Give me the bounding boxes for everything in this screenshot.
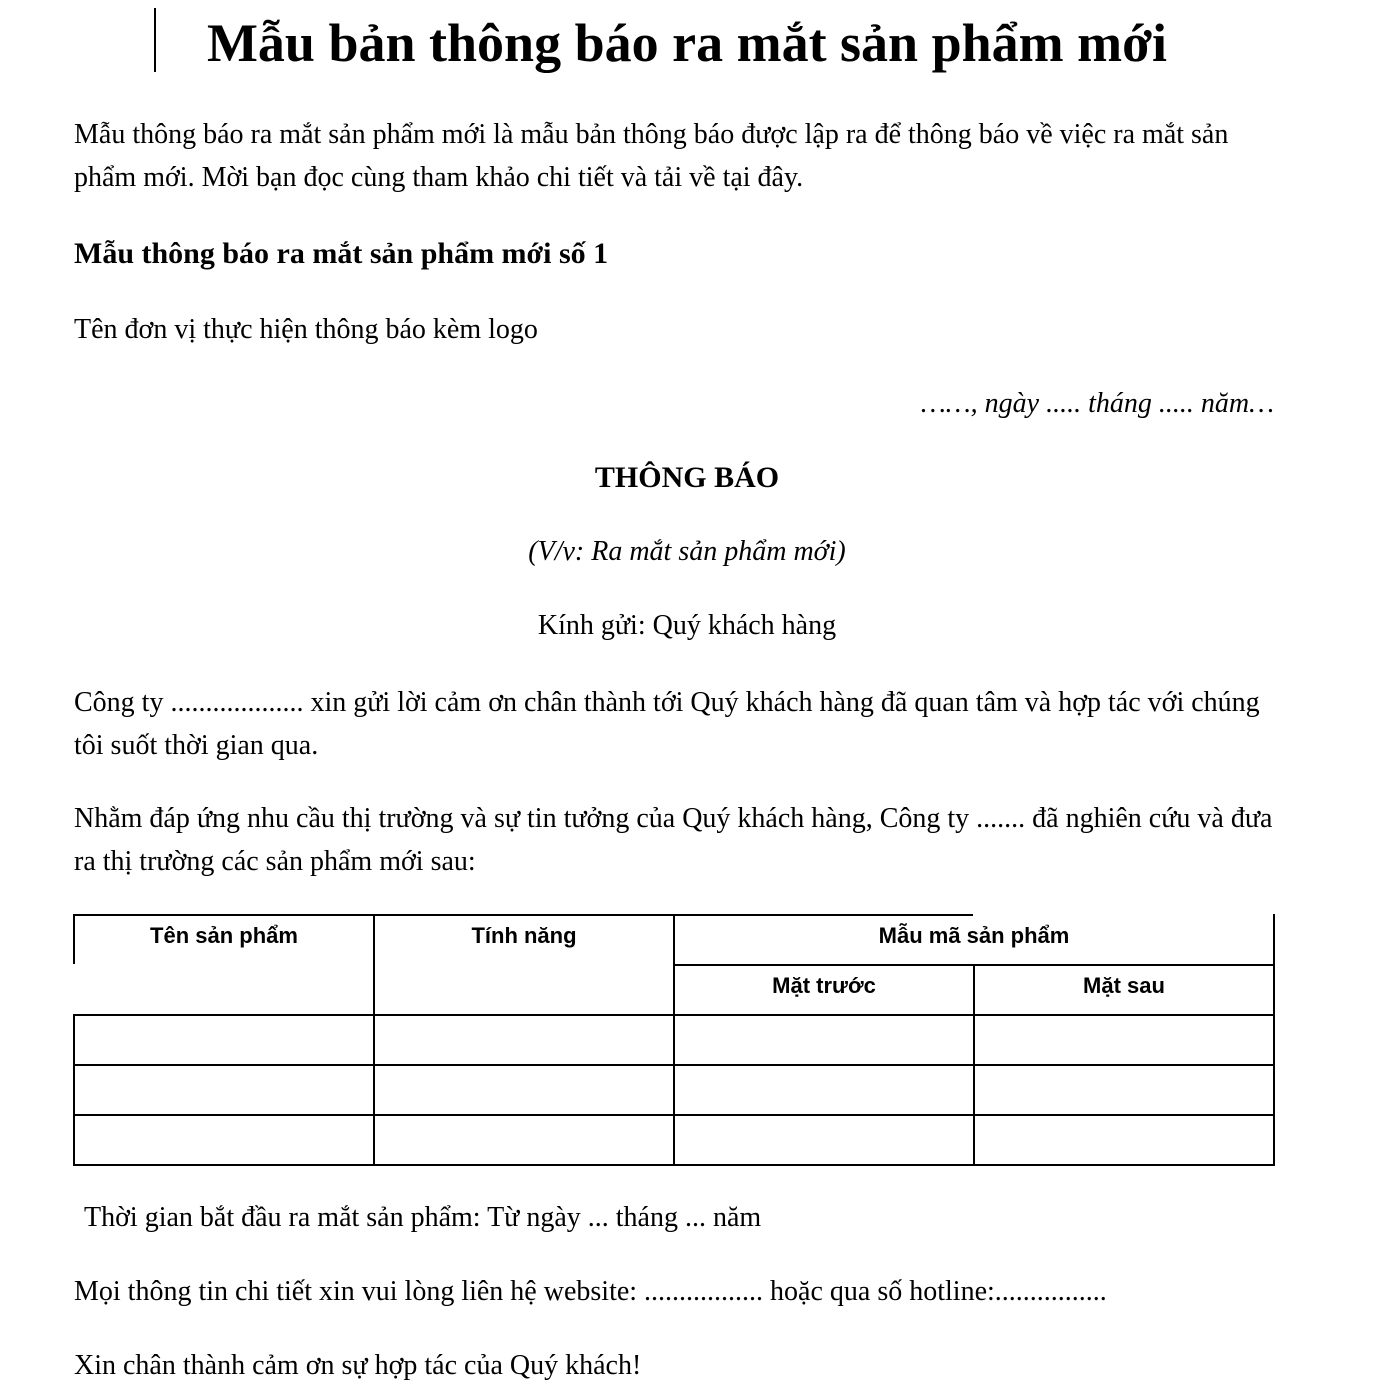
header-back: Mặt sau (1083, 973, 1165, 998)
notice-subject: (V/v: Ra mắt sản phẩm mới) (528, 536, 846, 567)
products-intro-paragraph: Nhằm đáp ứng nhu cầu thị trường và sự tin tưởng của Quý khách hàng, Công ty ....... đã nghiên cứu và đưa ra thị trường các sản phẩm mới sau: (74, 803, 1273, 877)
thanks-paragraph: Công ty ................... xin gửi lời cảm ơn chân thành tới Quý khách hàng đã quan tâm và hợp tác với chúng tôi suốt thời gian qua. (74, 687, 1260, 761)
launch-time-line: Thời gian bắt đầu ra mắt sản phẩm: Từ ngày ... tháng ... năm (84, 1202, 762, 1233)
notice-title: THÔNG BÁO (594, 461, 780, 494)
date-line: ……, ngày ..... tháng ..... năm… (920, 388, 1274, 419)
contact-line: Mọi thông tin chi tiết xin vui lòng liên hệ website: ................. hoặc qua số hotline:................ (74, 1276, 1107, 1307)
header-design: Mẫu mã sản phẩm (878, 923, 1070, 948)
table-border-left (73, 1014, 75, 1166)
intro-paragraph: Mẫu thông báo ra mắt sản phẩm mới là mẫu bản thông báo được lập ra để thông báo về việc ra mắt sản phẩm mới. Mời bạn đọc cùng tham khảo chi tiết và tải về tại đây. (74, 119, 1229, 193)
recipient-line: Kính gửi: Quý khách hàng (537, 610, 837, 641)
organization-line: Tên đơn vị thực hiện thông báo kèm logo (74, 314, 538, 345)
section-heading: Mẫu thông báo ra mắt sản phẩm mới số 1 (74, 237, 609, 270)
document-title: Mẫu bản thông báo ra mắt sản phẩm mới (206, 13, 1168, 73)
header-product-name: Tên sản phẩm (150, 923, 298, 948)
header-features: Tính năng (471, 923, 577, 948)
closing-line: Xin chân thành cảm ơn sự hợp tác của Quý khách! (74, 1350, 642, 1381)
products-table (73, 914, 1275, 1166)
header-front: Mặt trước (772, 973, 876, 998)
table-border-right (1273, 914, 1275, 1166)
